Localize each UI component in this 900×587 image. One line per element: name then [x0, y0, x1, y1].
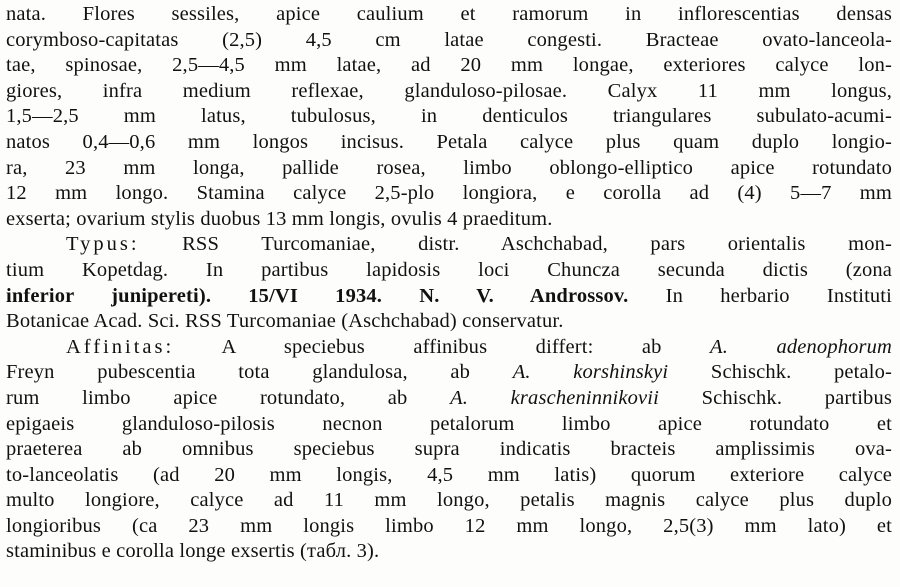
- description-line-2: corymboso-capitatas (2,5) 4,5 cm latae congesti. Bracteae ovato-lanceola-: [6, 28, 892, 51]
- typus-line-3: [6, 284, 892, 310]
- description-line-4: giores, infra medium reflexae, glanduloso-pilosae. Calyx 11 mm longus,: [6, 79, 892, 102]
- affinitas-line-1: [6, 335, 892, 361]
- affinitas-text-3a: rum limbo apice rotundato, ab: [6, 386, 408, 409]
- typus-line-4: Botanicae Acad. Sci. RSS Turcomaniae (Aschchabad) conservatur.: [6, 310, 564, 333]
- typus-herbarium: In herbario Instituti: [665, 284, 892, 307]
- typus-label: Typus:: [66, 233, 140, 256]
- description-line-7: ra, 23 mm longa, pallide rosea, limbo oblongo-elliptico apice rotundato: [6, 156, 892, 179]
- affinitas-text-3b: Schischk. partibus: [701, 386, 892, 409]
- affinitas-label: Affinitas:: [66, 335, 175, 358]
- description-line-8: 12 mm longo. Stamina calyce 2,5-plo longiora, e corolla ad (4) 5—7 mm: [6, 182, 892, 205]
- typus-text-1: RSS Turcomaniae, distr. Aschchabad, pars orientalis mon-: [182, 233, 892, 256]
- affinitas-line-7: multo longiore, calyce ad 11 mm longo, petalis magnis calyce plus duplo: [6, 489, 892, 512]
- affinitas-line-8: longioribus (ca 23 mm longis limbo 12 mm longo, 2,5(3) mm lato) et: [6, 514, 892, 537]
- affinitas-line-4: epigaeis glanduloso-pilosis necnon petalorum limbo apice rotundato et: [6, 412, 892, 435]
- affinitas-text-2b: Schischk. petalo-: [710, 361, 892, 384]
- typus-line-2: tium Kopetdag. In partibus lapidosis loci Chuncza secunda dictis (zona: [6, 258, 892, 281]
- species-name-adenophorum: A. adenophorum: [710, 335, 892, 358]
- affinitas-line-5: praeterea ab omnibus speciebus supra indicatis bracteis amplissimis ova-: [6, 438, 892, 461]
- typus-collector: inferior junipereti). 15/VI 1934. N. V. Androssov.: [6, 284, 629, 307]
- affinitas-line-2: [6, 360, 892, 386]
- affinitas-line-3: [6, 386, 892, 412]
- affinitas-line-9: staminibus e corolla longe exsertis (табл. 3).: [6, 540, 380, 563]
- description-line-1: nata. Flores sessiles, apice caulium et ramorum in inflorescentias densas: [6, 3, 892, 25]
- species-name-korshinskyi: A. korshinskyi: [512, 361, 669, 384]
- description-line-6: natos 0,4—0,6 mm longos incisus. Petala calyce plus quam duplo longio-: [6, 130, 892, 153]
- affinitas-line-6: to-lanceolatis (ad 20 mm longis, 4,5 mm latis) quorum exteriore calyce: [6, 463, 892, 486]
- affinitas-text-1: A speciebus affinibus differt: ab: [221, 335, 662, 358]
- description-line-9: exserta; ovarium stylis duobus 13 mm longis, ovulis 4 praeditum.: [6, 207, 553, 230]
- affinitas-text-2a: Freyn pubescentia tota glandulosa, ab: [6, 361, 471, 384]
- description-line-5: 1,5—2,5 mm latus, tubulosus, in denticulos triangulares subulato-acumi-: [6, 105, 892, 128]
- typus-line-1: [6, 232, 892, 258]
- species-name-krascheninnikovii: A. krascheninnikovii: [450, 386, 659, 409]
- description-line-3: tae, spinosae, 2,5—4,5 mm latae, ad 20 mm longae, exteriores calyce lon-: [6, 54, 892, 77]
- latin-description-text: [6, 2, 892, 565]
